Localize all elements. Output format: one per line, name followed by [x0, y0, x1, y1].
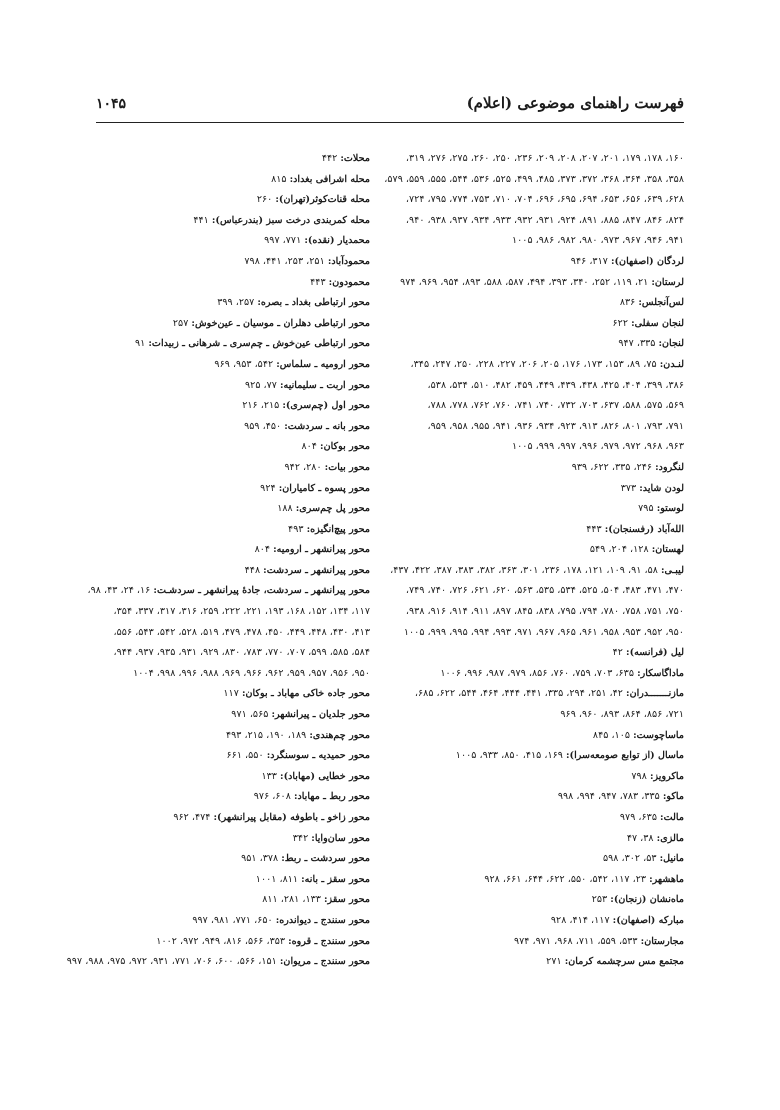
index-entry-term: محله اشرافی بغداد: — [289, 173, 370, 185]
index-entry-term: محور خطایی (مهاباد): — [280, 770, 370, 782]
index-entry-line — [338, 705, 684, 726]
index-entry-term: محلات: — [340, 153, 370, 164]
index-entry-pages: ۵۶۹، ۵۷۵، ۵۸۸، ۶۳۷، ۷۰۳، ۷۳۲، ۷۴۰، ۷۴۱، ۷۶۰، ۷۶۲، ۷۷۸، ۷۸۸، — [427, 400, 684, 412]
index-entry-term: مازنـــــــدران: — [626, 688, 684, 700]
index-entry-pages: ۷۵۰، ۷۵۱، ۷۵۸، ۷۸۰، ۷۹۴، ۷۹۵، ۸۳۸، ۸۴۵، ۸۹۷، ۹۱۱، ۹۱۴، ۹۱۶، ۹۳۸، — [405, 606, 684, 618]
index-entry-pages: ۶۳۵، ۷۰۳، ۷۵۹، ۷۶۰، ۸۵۶، ۹۷۹، ۹۸۷، ۹۹۶، ۱۰۰۶ — [440, 667, 634, 679]
index-entry-line — [338, 334, 684, 355]
index-entry-term: محور ارتباطی عین‌خوش ـ چم‌سری ـ شرهانی ـ زبیدات: — [148, 338, 370, 350]
index-entry-line — [338, 643, 684, 664]
index-entry-line — [24, 932, 370, 953]
index-entry-term: محور ربط ـ مهاباد: — [293, 791, 370, 803]
index-entry-term: الله‌آباد (رفسنجان): — [604, 523, 684, 535]
index-entry-pages: ۹۲۴ — [260, 482, 276, 494]
index-entry-term: لردگان (اصفهان): — [610, 255, 684, 267]
index-entry-term: لوستو: — [656, 503, 684, 515]
index-entry-line — [24, 726, 370, 747]
index-entry-term: ماداگاسکار: — [637, 667, 684, 679]
index-entry-line — [338, 581, 684, 602]
index-entry-line — [24, 273, 370, 294]
index-entry-line — [24, 376, 370, 397]
index-entry-term: لنـدن: — [659, 358, 684, 370]
index-entry-line — [338, 829, 684, 850]
index-entry-line — [338, 726, 684, 747]
index-entry-term: لهستان: — [651, 544, 684, 556]
index-entry-line — [24, 520, 370, 541]
index-entry-pages: ۸۱۵ — [271, 173, 287, 185]
index-entry-term: محور حمیدیه ـ سوسنگرد: — [266, 750, 370, 762]
index-entry-term: مبارکه (اصفهان): — [612, 914, 684, 926]
index-entry-pages: ۴۵۰، ۹۵۹ — [244, 420, 282, 432]
index-entry-term: ماکرویز: — [649, 770, 684, 782]
index-entry-line — [24, 170, 370, 191]
index-entry-term: محور سنندج ـ قروه: — [288, 935, 370, 947]
index-entry-line — [338, 273, 684, 294]
index-entry-term: محور بانه ـ سردشت: — [284, 420, 370, 432]
index-entry-line — [24, 623, 370, 644]
index-entry-pages: ۱۱۷، ۱۳۴، ۱۵۲، ۱۶۸، ۱۹۳، ۲۲۱، ۲۲۲، ۲۵۹، ۳۱۶، ۳۱۷، ۳۳۷، ۳۵۴، — [113, 606, 370, 618]
index-entry-term: محور بیات: — [324, 461, 370, 473]
index-entry-pages: ۳۷۸، ۹۵۱ — [241, 853, 279, 865]
index-entry-pages: ۱۱۷، ۴۱۴، ۹۲۸ — [550, 914, 610, 926]
index-entry-term: ماسال (از توابع صومعه‌سرا): — [565, 750, 684, 762]
index-entry-line — [338, 890, 684, 911]
index-entry-pages: ۳۴۲ — [292, 832, 309, 844]
index-entry-line — [24, 664, 370, 685]
index-entry-line — [24, 479, 370, 500]
index-entry-term: محله کمربندی درخت سبز (بندرعباس): — [211, 214, 370, 226]
index-entry-pages: ۴۲ — [612, 647, 623, 659]
index-entry-term: محله قنات‌کوثر(تهران): — [275, 194, 370, 206]
index-entry-line — [24, 211, 370, 232]
index-entry-line — [24, 952, 370, 973]
index-entry-line — [338, 932, 684, 953]
index-entry-line — [24, 149, 370, 170]
index-entry-term: محور سنندج ـ مریوان: — [279, 956, 370, 968]
index-entry-pages: ۴۹۳ — [288, 523, 304, 535]
index-entry-pages: ۸۱۱، ۱۰۰۱ — [255, 873, 299, 885]
index-entry-term: لودن شاید: — [639, 482, 684, 494]
page-title: فهرست راهنمای موضوعی (اعلام) — [466, 94, 684, 112]
page-number: ۱۰۴۵ — [96, 96, 127, 112]
index-entry-line — [24, 829, 370, 850]
index-entry-line — [24, 767, 370, 788]
index-entry-pages: ۲۱۵، ۲۱۶ — [242, 400, 280, 412]
index-entry-pages: ۴۴۳ — [310, 276, 326, 288]
index-entry-line — [24, 561, 370, 582]
index-entry-term: محور سان‌وایا: — [311, 832, 370, 844]
index-entry-pages: ۹۶۳، ۹۶۸، ۹۷۲، ۹۷۹، ۹۹۶، ۹۹۷، ۹۹۹، ۱۰۰۵ — [512, 441, 684, 453]
index-entry-line — [338, 561, 684, 582]
index-entry-pages: ۱۵۱، ۵۶۶، ۶۰۰، ۷۰۶، ۷۷۱، ۹۳۱، ۹۷۲، ۹۷۵، ۹۸۸، ۹۹۷ — [66, 956, 277, 968]
index-entry-pages: ۳۵۳، ۵۶۶، ۸۱۶، ۹۴۹، ۹۷۲، ۱۰۰۲ — [156, 935, 286, 947]
index-entry-line — [338, 479, 684, 500]
index-entry-pages: ۹۱ — [135, 338, 146, 350]
index-entry-pages: ۱۶۰، ۱۷۸، ۱۷۹، ۲۰۱، ۲۰۷، ۲۰۸، ۲۰۹، ۲۳۶، ۲۵۰، ۲۶۰، ۲۷۵، ۲۷۶، ۳۱۹، — [405, 153, 684, 164]
index-entry-line — [338, 787, 684, 808]
index-entry-line — [338, 911, 684, 932]
index-entry-pages: ۲۵۱، ۲۵۳، ۴۴۱، ۷۹۸ — [244, 255, 325, 267]
index-entry-pages: ۴۷۴، ۹۶۲ — [173, 812, 211, 823]
index-entry-term: محور سقز: — [324, 894, 370, 906]
index-entry-line — [24, 870, 370, 891]
index-entry-term: محور ارومیه ـ سلماس: — [276, 358, 370, 370]
index-entry-pages: ۷۲۱، ۸۵۶، ۸۶۴، ۸۹۳، ۹۶۰، ۹۶۹ — [560, 709, 684, 721]
index-entry-term: محمودون: — [328, 276, 370, 288]
index-entry-line — [338, 211, 684, 232]
index-entry-term: مالت: — [660, 812, 684, 823]
index-entry-line — [338, 437, 684, 458]
index-entry-line — [338, 849, 684, 870]
index-entry-pages: ۱۶۹، ۴۱۵، ۸۵۰، ۹۳۳، ۱۰۰۵ — [455, 750, 563, 762]
index-entry-term: محور پیرانشهر ـ سردشت، جادهٔ پیرانشهر ـ سردشـت: — [153, 585, 370, 597]
index-entry-line — [338, 314, 684, 335]
index-entry-pages: ۵۸۴، ۵۸۵، ۵۹۹، ۷۰۷، ۷۷۰، ۷۸۳، ۸۳۰، ۹۲۹، ۹۳۱، ۹۳۵، ۹۳۷، ۹۴۴، — [113, 647, 370, 659]
index-entry-term: محور اول (چم‌سری): — [282, 400, 370, 412]
index-entry-line — [338, 499, 684, 520]
index-entry-pages: ۸۳۶ — [619, 297, 636, 309]
index-entry-pages: ۲۵۳ — [591, 894, 608, 906]
index-entry-pages: ۷۷، ۹۲۵ — [245, 379, 277, 391]
index-entry-term: محور سردشت ـ ربط: — [281, 853, 370, 865]
index-entry-pages: ۱۳۳ — [261, 770, 277, 782]
index-entry-term: محور سنندج ـ دیواندره: — [275, 914, 370, 926]
index-entry-line — [338, 293, 684, 314]
index-entry-term: محور پیرانشهر ـ سردشت: — [263, 564, 370, 576]
index-entry-line — [24, 252, 370, 273]
index-entry-pages: ۳۸، ۴۷ — [626, 832, 654, 844]
index-entry-pages: ۷۹۵ — [638, 503, 654, 515]
index-entry-pages: ۵۳۳، ۵۵۹، ۷۱۱، ۹۶۸، ۹۷۱، ۹۷۴ — [514, 935, 638, 947]
index-entry-line — [338, 231, 684, 252]
index-entry-line — [24, 334, 370, 355]
index-entry-term: محور اربت ـ سلیمانیه: — [280, 379, 370, 391]
index-entry-term: لنگرود: — [655, 461, 684, 473]
index-entry-line — [24, 705, 370, 726]
index-entry-pages: ۲۱، ۱۱۹، ۲۵۲، ۳۴۰، ۳۹۳، ۴۹۴، ۵۸۷، ۵۸۸، ۸۹۳، ۹۵۴، ۹۶۹، ۹۷۴ — [400, 276, 649, 288]
index-entry-term: مجتمع مس سرچشمه کرمان: — [564, 956, 684, 968]
index-entry-line — [338, 190, 684, 211]
index-entry-term: لرستان: — [651, 276, 684, 288]
index-entry-line — [24, 293, 370, 314]
index-column-right — [338, 149, 684, 973]
index-entry-pages: ۶۲۸، ۶۳۹، ۶۵۶، ۶۵۳، ۶۹۴، ۶۹۵، ۶۹۶، ۷۰۴، ۷۱۰، ۷۵۳، ۷۷۴، ۷۹۵، ۷۲۴، — [405, 194, 684, 206]
index-entry-pages: ۹۵۰، ۹۵۶، ۹۵۷، ۹۵۹، ۹۶۲، ۹۶۶، ۹۶۹، ۹۸۸، ۹۹۶، ۹۹۸، ۱۰۰۴ — [133, 667, 370, 679]
index-entry-line — [24, 602, 370, 623]
index-entry-pages: ۵۶۵، ۹۷۱ — [231, 709, 269, 721]
index-entry-line — [24, 746, 370, 767]
index-entry-line — [24, 499, 370, 520]
index-entry-term: ماه‌نشان (زنجان): — [610, 894, 684, 906]
index-entry-line — [338, 602, 684, 623]
index-entry-line — [24, 396, 370, 417]
index-entry-line — [338, 746, 684, 767]
index-entry-line — [24, 581, 370, 602]
index-entry-line — [24, 355, 370, 376]
index-entry-pages: ۵۴۲، ۹۵۳، ۹۶۹ — [214, 358, 274, 370]
index-entry-pages: ۴۴۲ — [321, 153, 338, 164]
index-entry-term: محور بوکان: — [320, 441, 370, 453]
index-entry-pages: ۱۸۹، ۱۹۰، ۲۱۵، ۴۹۳ — [225, 729, 307, 741]
index-entry-pages: ۹۴۱، ۹۴۶، ۹۶۷، ۹۷۳، ۹۸۰، ۹۸۲، ۹۸۶، ۱۰۰۵ — [512, 235, 684, 247]
index-entry-term: محور جاده خاکی مهاباد ـ بوکان: — [241, 688, 370, 700]
index-entry-term: لیبـی: — [660, 564, 684, 576]
index-entry-line — [338, 149, 684, 170]
index-entry-line — [24, 911, 370, 932]
index-entry-term: محور پل چم‌سری: — [295, 503, 370, 515]
index-entry-term: محور ارتباطی بغداد ـ بصره: — [257, 297, 370, 309]
index-entry-line — [338, 520, 684, 541]
index-entry-line — [24, 231, 370, 252]
index-entry-pages: ۳۱۷، ۹۴۶ — [570, 255, 608, 267]
index-entry-pages: ۴۴۳ — [586, 523, 602, 535]
index-entry-pages: ۴۱۳، ۴۳۰، ۴۴۸، ۴۴۹، ۴۵۰، ۴۷۸، ۴۷۹، ۵۱۹، ۵۲۸، ۵۴۲، ۵۴۳، ۵۵۶، — [113, 626, 370, 638]
index-entry-line — [338, 396, 684, 417]
index-entry-line — [24, 684, 370, 705]
index-entry-term: محور پسوه ـ کامیاران: — [278, 482, 370, 494]
index-entry-pages: ۸۰۴ — [301, 441, 317, 453]
index-entry-pages: ۱۱۷ — [223, 688, 239, 700]
index-entry-line — [338, 623, 684, 644]
index-column-left — [24, 149, 370, 973]
index-entry-pages: ۶۵۰، ۷۷۱، ۹۸۱، ۹۹۷ — [192, 914, 273, 926]
index-entry-line — [338, 664, 684, 685]
index-entry-line — [24, 849, 370, 870]
index-entry-line — [338, 252, 684, 273]
index-entry-pages: ۲۷۱ — [546, 956, 562, 968]
index-entry-pages: ۴۷۰، ۴۷۱، ۴۸۳، ۵۰۴، ۵۲۵، ۵۳۴، ۵۳۵، ۵۶۳، ۶۲۰، ۶۲۱، ۷۲۶، ۷۴۰، ۷۴۹، — [405, 585, 684, 597]
index-entry-term: محمدیار (نقده): — [304, 235, 370, 247]
index-entry-term: مجارستان: — [640, 935, 684, 947]
index-entry-pages: ۲۵۷ — [172, 317, 189, 329]
index-entry-line — [338, 355, 684, 376]
index-entry-line — [338, 870, 684, 891]
index-entry-term: مانیل: — [659, 853, 684, 865]
index-entry-pages: ۵۳، ۳۰۲، ۵۹۸ — [602, 853, 657, 865]
index-entry-pages: ۱۳۳، ۲۸۱، ۸۱۱ — [262, 894, 321, 906]
index-entry-term: محور پیچ‌انگیزه: — [306, 523, 370, 535]
page-header — [96, 94, 684, 120]
index-entry-term: محور زاخو ـ باطوفه (مقابل پیرانشهر): — [213, 812, 370, 823]
index-entry-pages: ۵۸، ۹۱، ۱۰۹، ۱۲۱، ۱۷۸، ۲۳۶، ۳۰۱، ۳۶۳، ۳۸۲، ۳۸۳، ۳۸۷، ۴۲۲، ۴۳۷، — [390, 564, 658, 576]
index-entry-pages: ۳۵۸، ۳۵۸، ۳۶۴، ۳۶۸، ۳۷۲، ۳۷۳، ۴۸۵، ۴۹۹، ۵۲۵، ۵۳۶، ۵۴۴، ۵۵۵، ۵۵۹، ۵۷۹، — [384, 173, 684, 185]
index-entry-pages: ۴۴۱ — [193, 214, 209, 226]
index-entry-line — [24, 808, 370, 829]
index-entry-line — [338, 952, 684, 973]
index-entry-term: لنجان سفلی: — [631, 317, 684, 329]
index-entry-pages: ۴۲، ۲۵۱، ۲۹۴، ۳۳۵، ۴۴۱، ۴۴۴، ۴۶۴، ۵۴۴، ۶۲۲، ۶۸۵، — [414, 688, 623, 700]
index-entry-pages: ۷۹۸ — [631, 770, 647, 782]
index-entry-pages: ۱۶، ۲۴، ۴۳، ۹۸، — [87, 585, 151, 597]
header-rule — [96, 122, 684, 123]
index-entry-term: محمودآباد: — [327, 255, 370, 267]
index-entry-line — [24, 437, 370, 458]
index-entry-line — [24, 190, 370, 211]
index-entry-pages: ۳۳۵، ۹۴۷ — [618, 338, 656, 350]
index-entry-line — [338, 458, 684, 479]
index-entry-pages: ۶۳۵، ۹۷۹ — [619, 812, 657, 823]
index-entry-pages: ۸۲۴، ۸۴۶، ۸۴۷، ۸۸۵، ۸۹۱، ۹۲۴، ۹۳۱، ۹۳۲، ۹۳۳، ۹۳۴، ۹۳۷، ۹۳۸، ۹۴۰، — [405, 214, 684, 226]
index-entry-pages: ۷۹۱، ۷۹۳، ۸۰۱، ۸۲۶، ۹۱۳، ۹۲۳، ۹۳۴، ۹۳۶، ۹۴۱، ۹۵۵، ۹۵۸، ۹۵۹، — [427, 420, 684, 432]
index-entry-line — [338, 376, 684, 397]
index-entry-line — [338, 540, 684, 561]
index-entry-line — [24, 643, 370, 664]
index-entry-pages: ۲۵۷، ۳۹۹ — [217, 297, 255, 309]
index-entry-term: لیل (فرانسه): — [626, 647, 684, 659]
index-entry-term: محور سقز ـ بانه: — [301, 873, 370, 885]
index-entry-pages: ۲۴۶، ۳۳۵، ۶۲۲، ۹۳۹ — [571, 461, 653, 473]
index-entry-pages: ۸۰۴ — [254, 544, 271, 556]
index-entry-term: محور ارتباطی دهلران ـ موسیان ـ عین‌خوش: — [191, 317, 370, 329]
index-entry-term: مالزی: — [656, 832, 684, 844]
index-entry-line — [24, 787, 370, 808]
index-entry-term: ماهشهر: — [649, 873, 684, 885]
index-entry-line — [24, 458, 370, 479]
index-entry-pages: ۲۳، ۱۱۷، ۵۴۲، ۵۵۰، ۶۲۲، ۶۴۴، ۶۶۱، ۹۲۸ — [484, 873, 646, 885]
index-entry-pages: ۳۸۶، ۳۹۹، ۴۰۴، ۴۲۵، ۴۳۸، ۴۳۹، ۴۴۹، ۴۵۹، ۴۸۲، ۵۱۰، ۵۳۴، ۵۳۸، — [427, 379, 684, 391]
index-entry-line — [24, 890, 370, 911]
index-entry-term: محور چم‌هندی: — [309, 729, 370, 741]
index-entry-term: ماساچوست: — [633, 729, 684, 741]
index-entry-pages: ۲۶۰ — [256, 194, 273, 206]
index-entry-line — [24, 417, 370, 438]
index-entry-term: لنجان: — [658, 338, 684, 350]
index-entry-pages: ۶۲۲ — [612, 317, 628, 329]
index-entry-term: محور پیرانشهر ـ ارومیه: — [273, 544, 370, 556]
index-entry-term: لس‌آنجلس: — [638, 297, 684, 309]
index-entry-pages: ۳۷۳ — [620, 482, 637, 494]
index-entry-term: محور جلدیان ـ پیرانشهر: — [271, 709, 370, 721]
index-entry-pages: ۵۵۰، ۶۶۱ — [226, 750, 264, 762]
index-entry-line — [24, 540, 370, 561]
index-entry-pages: ۶۰۸، ۹۷۶ — [253, 791, 291, 803]
index-entry-pages: ۷۷۱، ۹۹۷ — [264, 235, 302, 247]
index-entry-pages: ۱۰۵، ۸۴۵ — [592, 729, 631, 741]
index-entry-pages: ۳۳۵، ۷۸۳، ۹۴۷، ۹۹۴، ۹۹۸ — [557, 791, 660, 803]
index-entry-line — [338, 170, 684, 191]
index-entry-line — [338, 808, 684, 829]
index-entry-pages: ۱۸۸ — [277, 503, 293, 515]
index-entry-line — [338, 417, 684, 438]
index-entry-line — [338, 767, 684, 788]
index-entry-line — [24, 314, 370, 335]
index-entry-pages: ۹۵۰، ۹۵۲، ۹۵۳، ۹۵۸، ۹۶۱، ۹۶۵، ۹۶۷، ۹۷۱، ۹۹۳، ۹۹۴، ۹۹۵، ۹۹۹، ۱۰۰۵ — [403, 626, 684, 638]
index-entry-pages: ۲۸۰، ۹۴۲ — [284, 461, 322, 473]
index-entry-line — [338, 684, 684, 705]
index-entry-pages: ۷۵، ۸۹، ۱۵۳، ۱۷۳، ۱۷۶، ۲۰۵، ۲۰۶، ۲۲۷، ۲۲۸، ۲۵۰، ۲۴۷، ۳۴۵، — [410, 358, 657, 370]
index-entry-term: ماکو: — [662, 791, 684, 803]
index-entry-pages: ۴۴۸ — [244, 564, 261, 576]
index-entry-pages: ۱۲۸، ۲۰۴، ۵۴۹ — [589, 544, 649, 556]
